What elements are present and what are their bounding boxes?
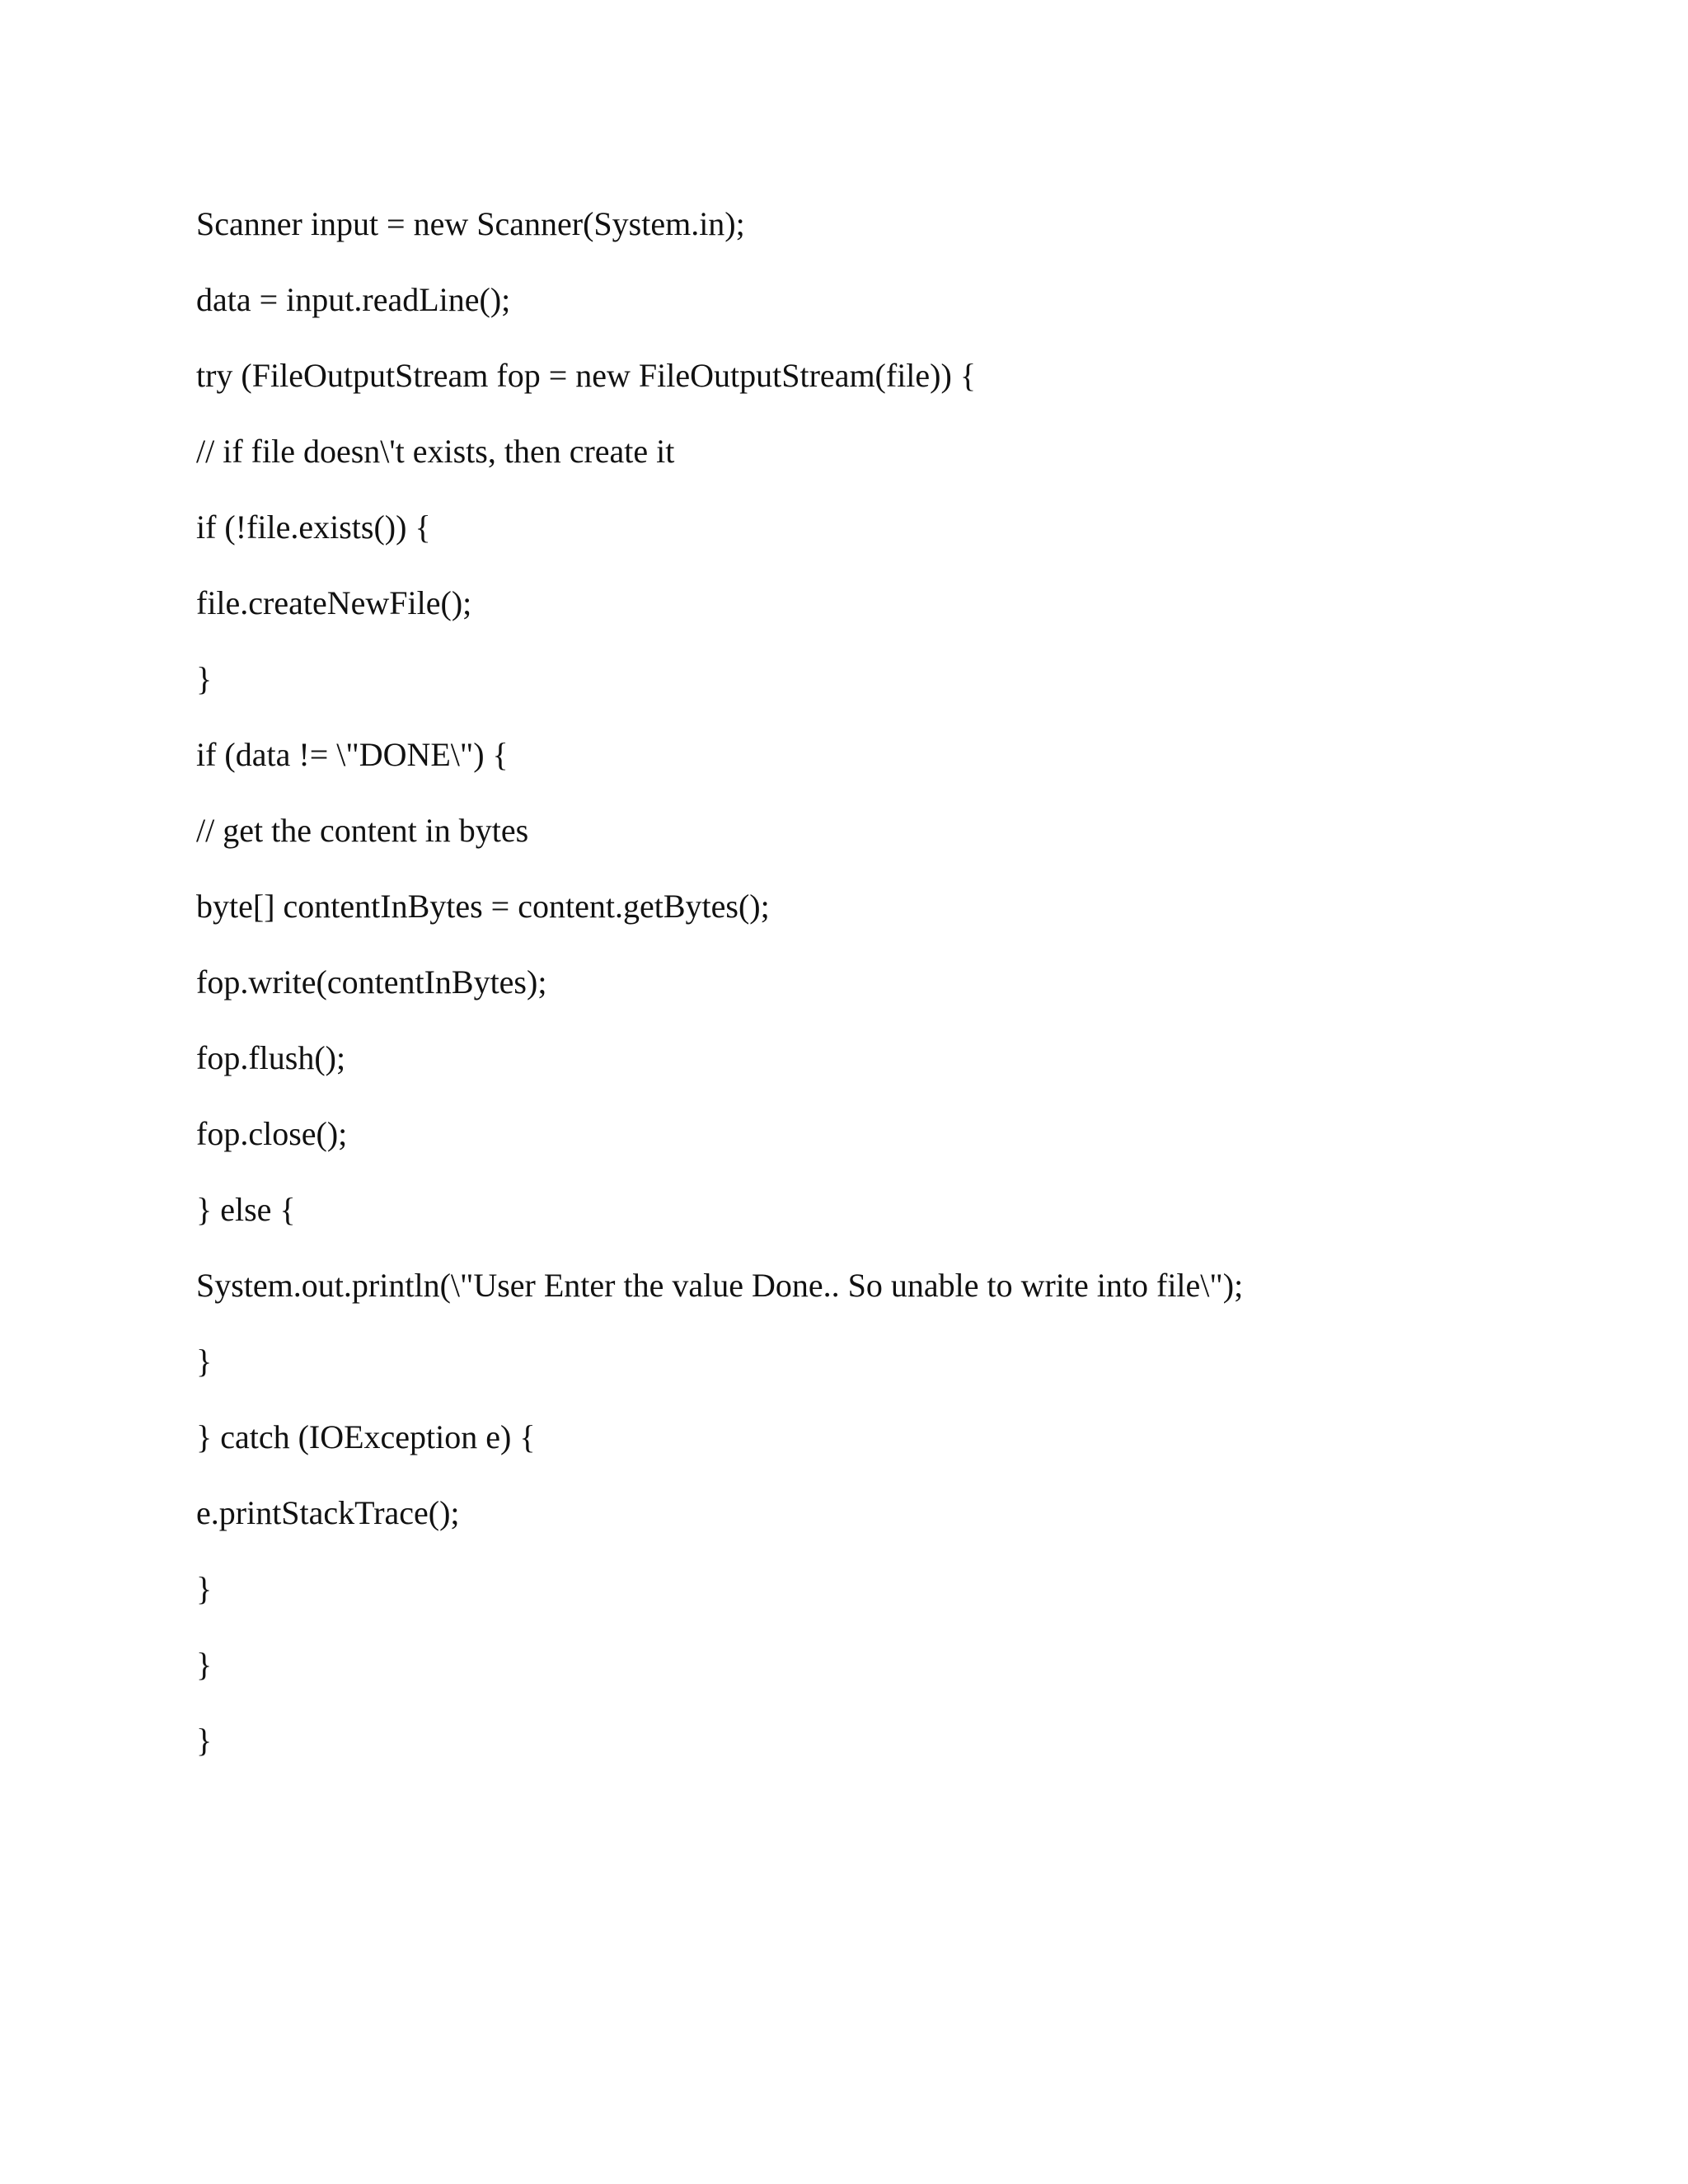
code-line: if (!file.exists()) { bbox=[196, 509, 431, 546]
code-line: } else { bbox=[196, 1191, 296, 1228]
code-line: try (FileOutputStream fop = new FileOutputStream(file)) { bbox=[196, 357, 977, 394]
code-line: file.createNewFile(); bbox=[196, 584, 472, 621]
code-listing bbox=[196, 186, 1597, 1779]
code-comment: // get the content in bytes bbox=[196, 812, 529, 849]
code-line: data = input.readLine(); bbox=[196, 281, 511, 318]
code-line: byte[] contentInBytes = content.getBytes(); bbox=[196, 888, 770, 925]
code-line: fop.write(contentInBytes); bbox=[196, 963, 547, 1001]
code-line: } bbox=[196, 1646, 213, 1683]
code-comment: // if file doesn\'t exists, then create it bbox=[196, 433, 675, 470]
code-line: Scanner input = new Scanner(System.in); bbox=[196, 205, 745, 242]
code-line: fop.flush(); bbox=[196, 1039, 346, 1076]
code-line: } catch (IOException e) { bbox=[196, 1418, 536, 1455]
code-line: e.printStackTrace(); bbox=[196, 1494, 460, 1531]
code-line: } bbox=[196, 1570, 213, 1607]
code-line: } bbox=[196, 660, 213, 697]
code-line: fop.close(); bbox=[196, 1115, 348, 1152]
code-line: System.out.println(\"User Enter the value Done.. So unable to write into file\"); bbox=[196, 1267, 1244, 1304]
code-line: } bbox=[196, 1343, 213, 1380]
code-line: if (data != \"DONE\") { bbox=[196, 736, 509, 773]
code-line: } bbox=[196, 1722, 213, 1759]
